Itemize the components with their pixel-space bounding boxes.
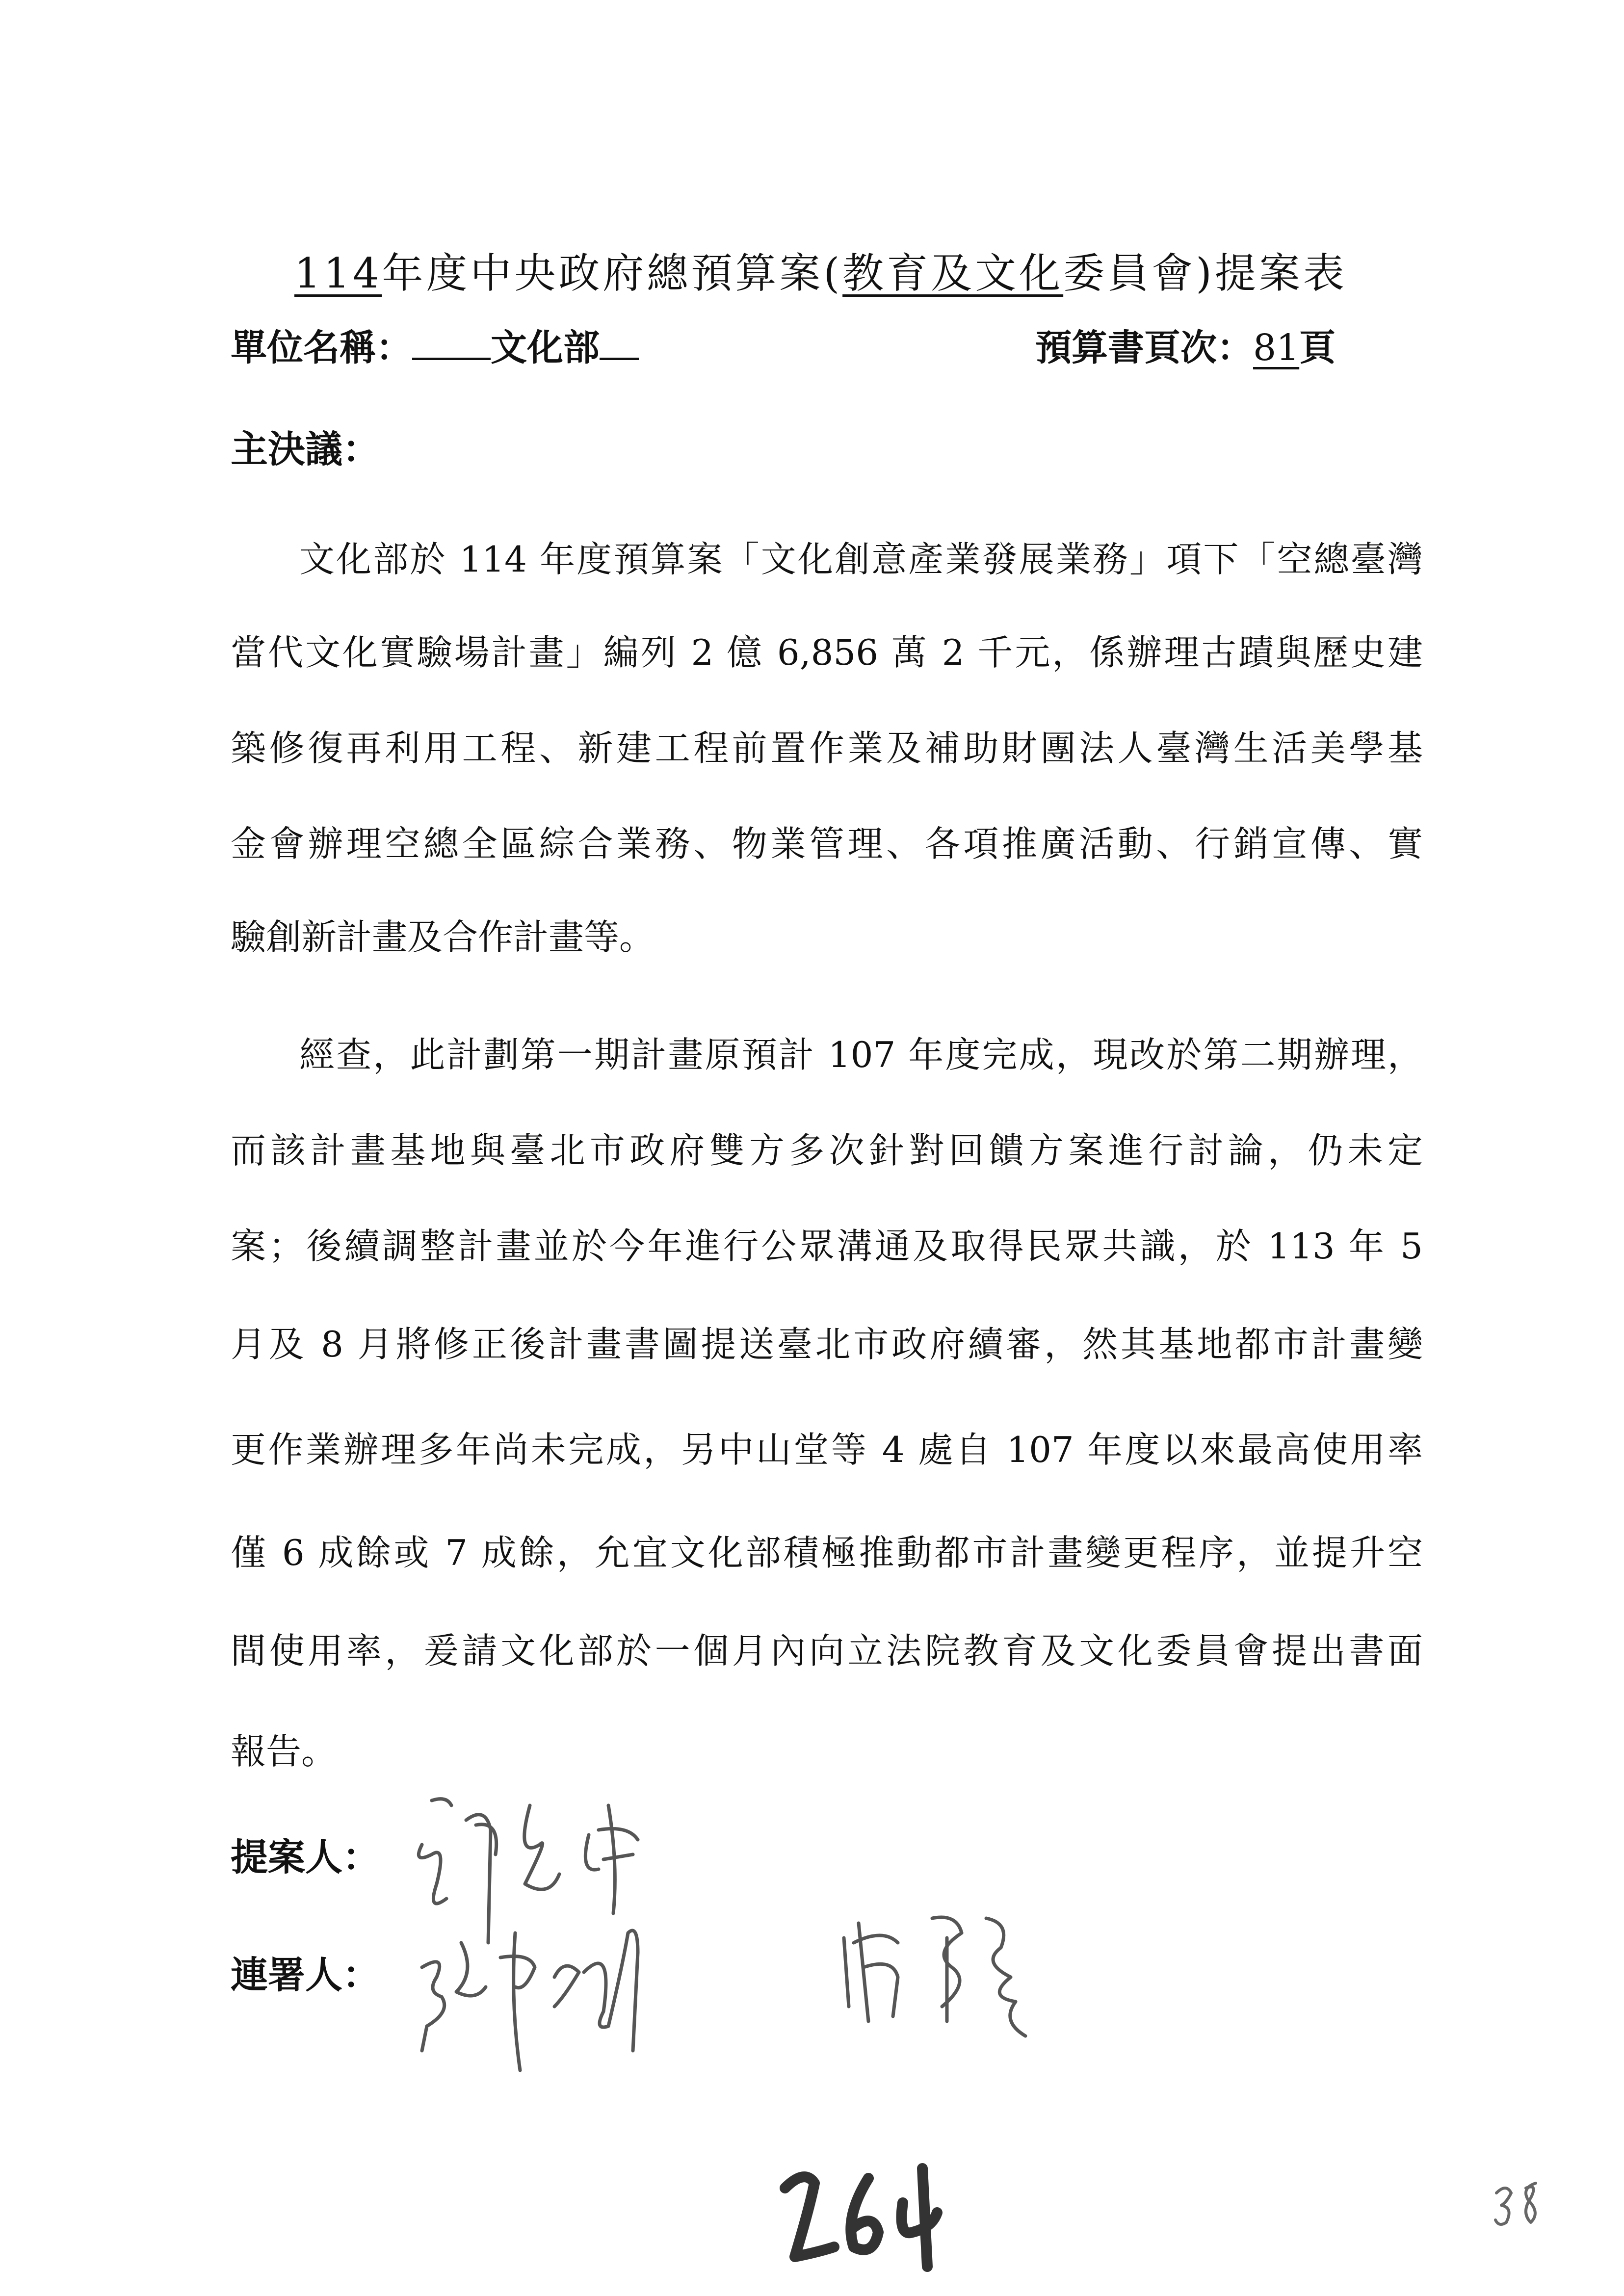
paragraph1-line: 文化部於 114 年度預算案「文化創意產業發展業務」項下「空總臺灣 (299, 539, 1423, 580)
paragraph2-line: 間使用率，爰請文化部於一個月內向立法院教育及文化委員會提出書面 (231, 1630, 1423, 1671)
paragraph2-line: 案；後續調整計畫並於今年進行公眾溝通及取得民眾共識，於 113 年 5 (231, 1226, 1423, 1267)
budget-page-suffix: 頁 (1299, 327, 1336, 369)
paragraph1-line: 築修復再利用工程、新建工程前置作業及補助財團法人臺灣生活美學基 (231, 728, 1423, 769)
unit-name-value: 文化部 (491, 327, 600, 369)
main-resolution-heading: 主決議： (231, 427, 380, 471)
cosigner-signature (417, 1904, 760, 2080)
title-year: 114 (294, 249, 382, 297)
paragraph2-line: 更作業辦理多年尚未完成，另中山堂等 4 處自 107 年度以來最高使用率 (231, 1429, 1423, 1470)
budget-page-field (1035, 319, 1336, 371)
cosigner-signature (834, 1908, 1070, 2036)
paragraph1-line: 驗創新計畫及合作計畫等。 (231, 916, 655, 958)
paragraph1-line: 當代文化實驗場計畫」編列 2 億 6,856 萬 2 千元，係辦理古蹟與歷史建 (231, 632, 1423, 673)
paragraph2-line: 月及 8 月將修正後計畫書圖提送臺北市政府續審，然其基地都市計畫變 (231, 1324, 1423, 1365)
unit-name-label: 單位名稱： (231, 327, 412, 369)
paragraph2-line: 而該計畫基地與臺北市政府雙方多次針對回饋方案進行討論，仍未定 (231, 1130, 1423, 1171)
cosigner-label: 連署人： (231, 1953, 380, 1997)
unit-name-field (231, 319, 639, 371)
paragraph2-line: 報告。 (231, 1731, 337, 1772)
blank-line (600, 353, 639, 360)
budget-page-label: 預算書頁次： (1035, 327, 1253, 369)
handwritten-side-number (1492, 2178, 1550, 2232)
paragraph1-line: 金會辦理空總全區綜合業務、物業管理、各項推廣活動、行銷宣傳、實 (231, 823, 1423, 864)
handwritten-page-number (775, 2159, 962, 2276)
proposer-label: 提案人： (231, 1835, 380, 1879)
title-part1: 年度中央政府總預算案( (382, 249, 843, 297)
document-title (294, 240, 1347, 300)
budget-page-value: 81 (1253, 327, 1300, 369)
paragraph2-line: 僅 6 成餘或 7 成餘，允宜文化部積極推動都市計畫變更程序，並提升空 (231, 1532, 1423, 1573)
paragraph2-line: 經查，此計劃第一期計畫原預計 107 年度完成，現改於第二期辦理， (299, 1034, 1423, 1075)
blank-line (412, 353, 491, 360)
title-committee: 教育及文化 (842, 249, 1064, 297)
title-part2: 委員會)提案表 (1063, 249, 1347, 297)
